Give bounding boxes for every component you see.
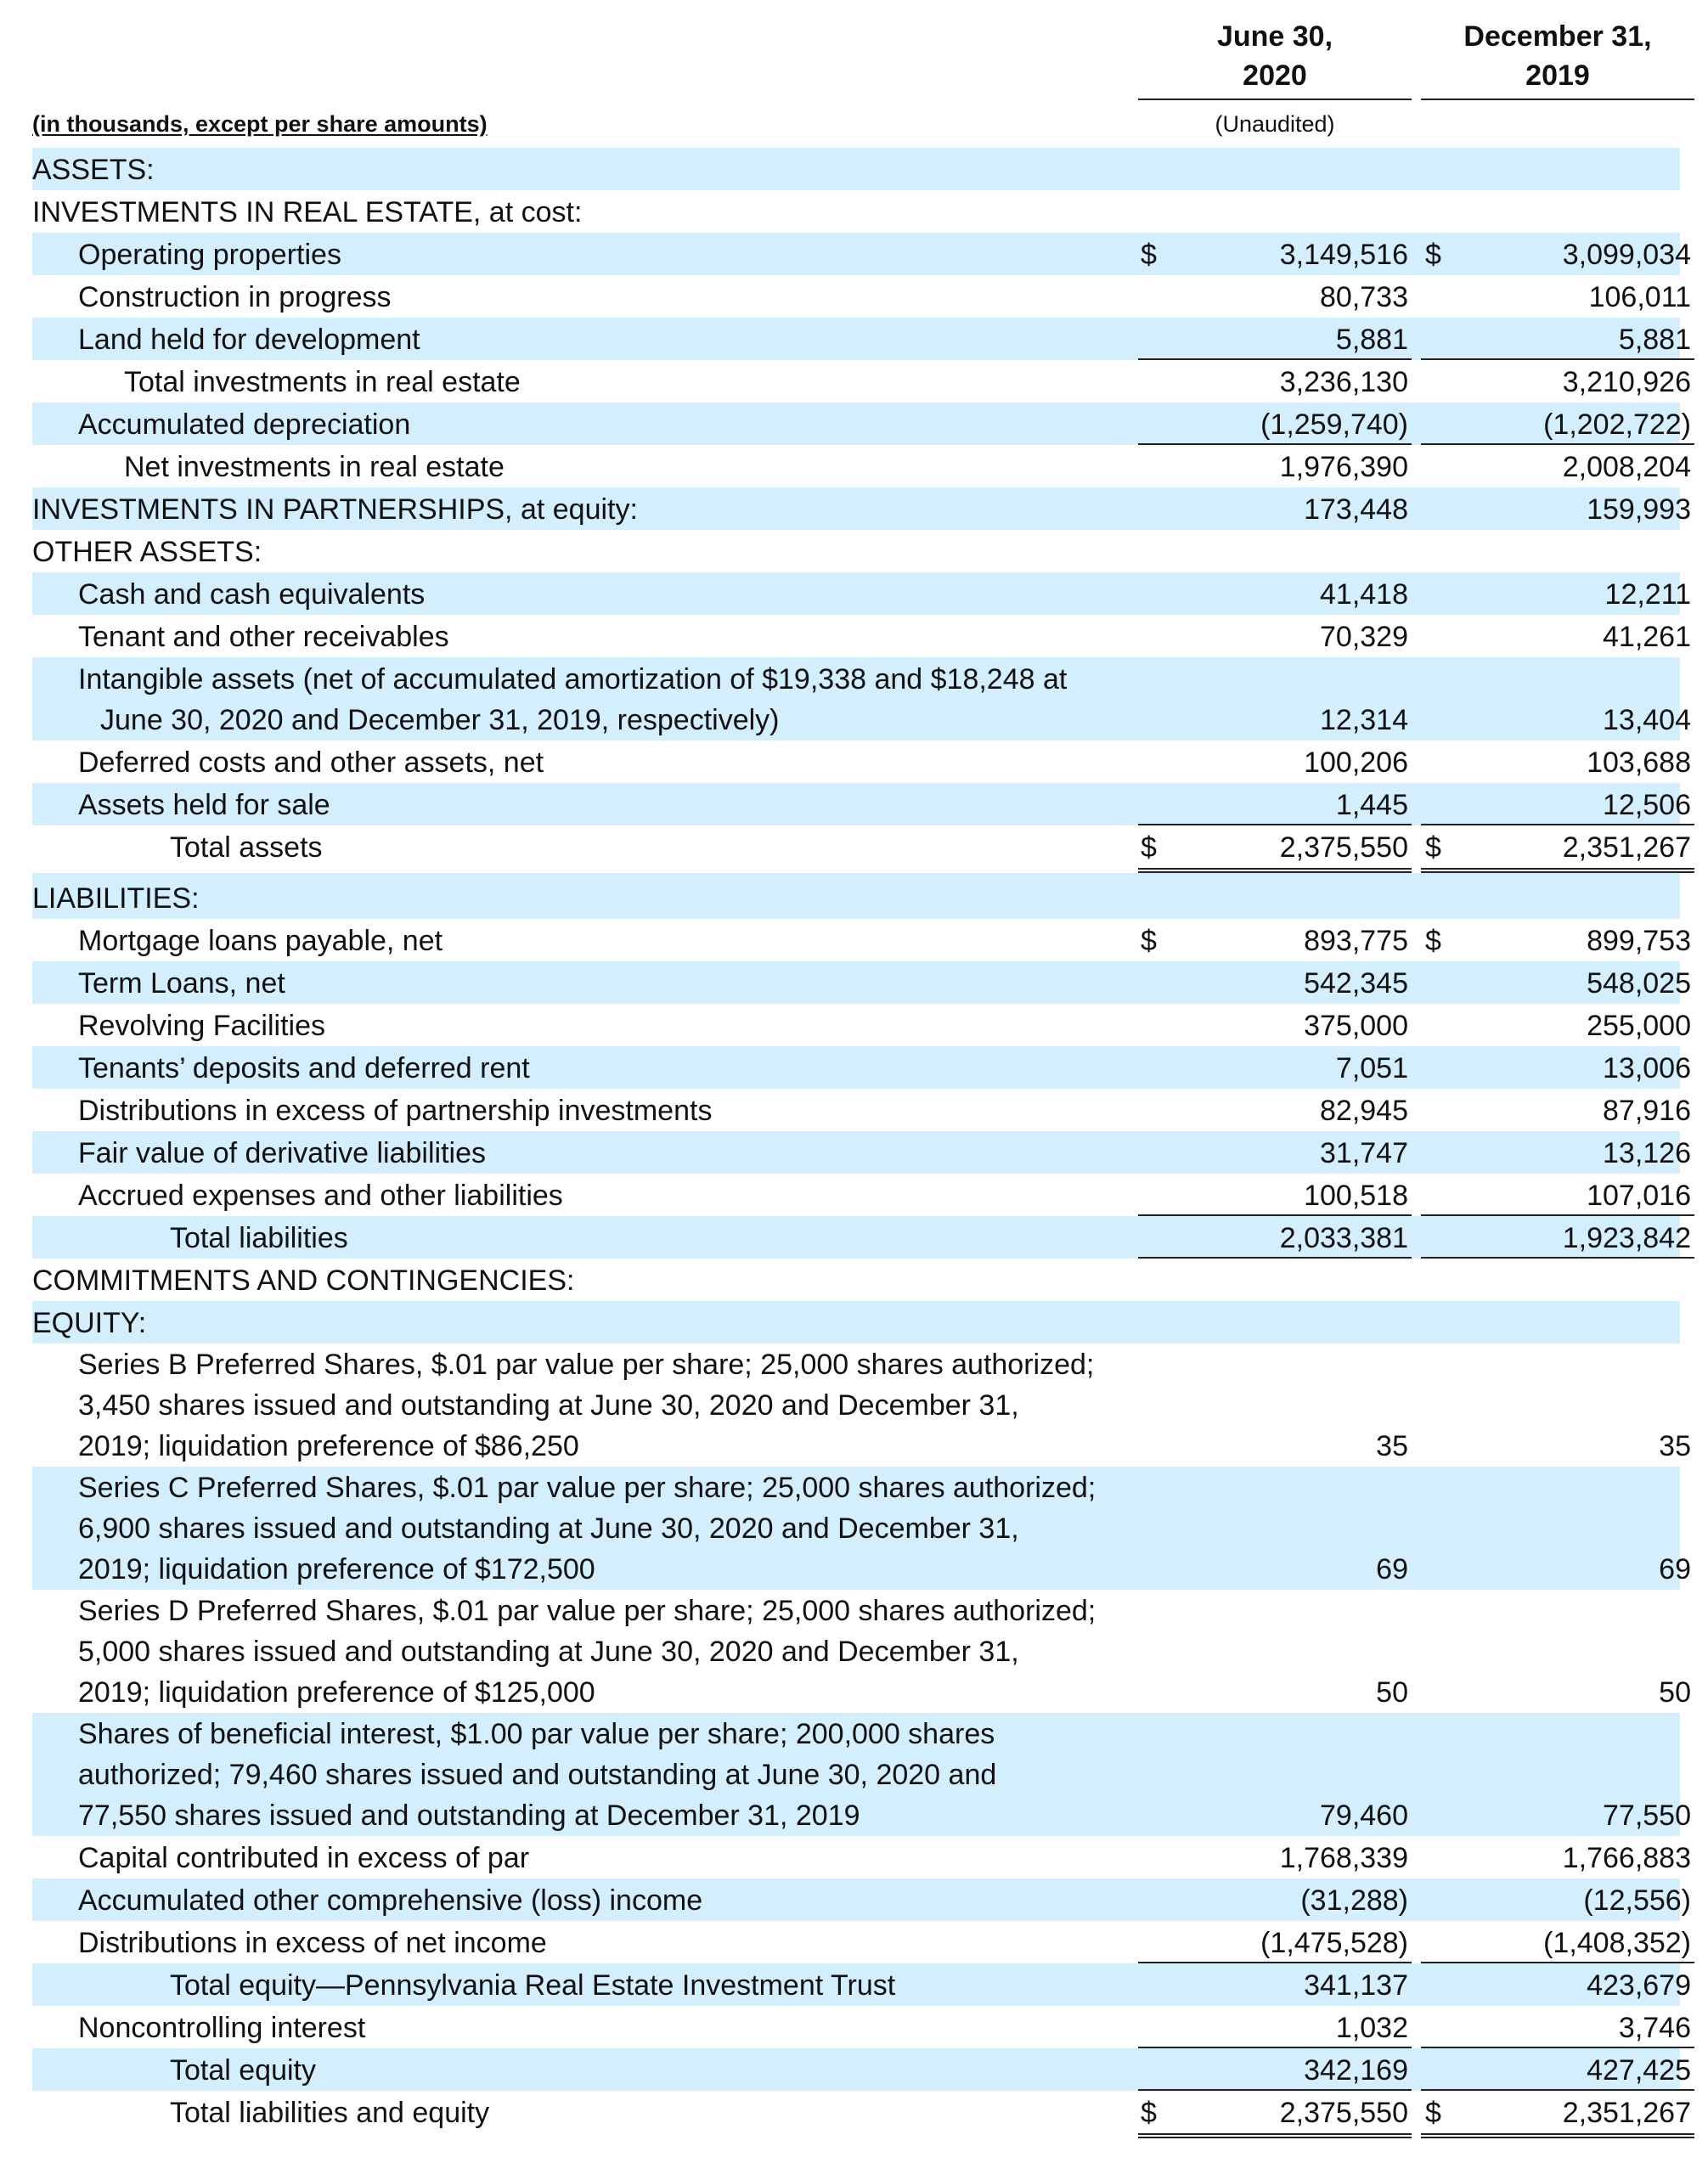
table-row [32, 1878, 1691, 1921]
row-label: Deferred costs and other assets, net [78, 746, 544, 779]
table-row [32, 1467, 1691, 1590]
row-label: OTHER ASSETS: [32, 536, 262, 568]
row-label: Noncontrolling interest [78, 2012, 366, 2044]
row-label: Operating properties [78, 239, 341, 271]
row-label: Total liabilities and equity [170, 2097, 490, 2129]
row-label: Total liabilities [170, 1222, 348, 1254]
table-row [32, 360, 1691, 403]
row-label: Series C Preferred Shares, $.01 par value per share; 25,000 shares authorized; 6,900 shares issued and outstanding at June 30, 2020 and December 31, 2019; liquidation preference of $172,500 [78, 1472, 1096, 1585]
table-row [32, 572, 1691, 615]
table-row [32, 873, 1680, 919]
row-label: Series B Preferred Shares, $.01 par value per share; 25,000 shares authorized; 3,450 shares issued and outstanding at June 30, 2020 and December 31, 2019; liquidation preference of $86,250 [78, 1349, 1095, 1462]
column-header-rule [1138, 99, 1412, 100]
row-label: Term Loans, net [78, 967, 285, 1000]
currency-symbol: $ [1425, 2097, 1441, 2129]
currency-symbol: $ [1141, 831, 1157, 864]
table-row [32, 1590, 1691, 1713]
amount-december-2019: 255,000 [1587, 1010, 1691, 1042]
amount-june-2020: 2,033,381 [1279, 1222, 1408, 1254]
amount-june-2020: 2,375,550 [1279, 831, 1408, 864]
amount-june-2020: 31,747 [1320, 1137, 1408, 1169]
amount-december-2019: 50 [1659, 1676, 1691, 1709]
amount-june-2020: 3,149,516 [1279, 239, 1408, 271]
amount-december-2019: 2,351,267 [1562, 2097, 1691, 2129]
amount-december-2019: 3,099,034 [1562, 239, 1691, 271]
table-row [32, 233, 1691, 275]
amount-december-2019: 2,008,204 [1562, 451, 1691, 483]
table-row [32, 1713, 1691, 1836]
table-row [32, 1259, 1680, 1301]
table-row [32, 1131, 1691, 1174]
currency-symbol: $ [1425, 925, 1441, 957]
row-label: Accrued expenses and other liabilities [78, 1180, 563, 1212]
amount-december-2019: 3,210,926 [1562, 366, 1691, 398]
row-label: ASSETS: [32, 154, 155, 186]
table-row [32, 403, 1691, 445]
row-label: Total assets [170, 831, 323, 864]
row-label: Intangible assets (net of accumulated amortization of $19,338 and $18,248 at June 30, 2020 and December 31, 2019, respectively) [78, 663, 1068, 736]
row-label: Total equity—Pennsylvania Real Estate Investment Trust [170, 1969, 896, 2002]
row-label: Revolving Facilities [78, 1010, 325, 1042]
row-label: Tenants’ deposits and deferred rent [78, 1052, 530, 1084]
currency-symbol: $ [1141, 2097, 1157, 2129]
table-row [32, 615, 1691, 657]
amount-december-2019: 12,506 [1603, 789, 1691, 821]
amount-december-2019: 13,404 [1603, 704, 1691, 736]
amount-june-2020: 542,345 [1304, 967, 1408, 1000]
amount-june-2020: 1,976,390 [1279, 451, 1408, 483]
amount-december-2019: (12,556) [1583, 1884, 1691, 1917]
currency-symbol: $ [1425, 831, 1441, 864]
row-label: Capital contributed in excess of par [78, 1842, 530, 1874]
amount-june-2020: 2,375,550 [1279, 2097, 1408, 2129]
table-row [32, 275, 1691, 318]
currency-symbol: $ [1141, 239, 1157, 271]
row-label: Accumulated other comprehensive (loss) income [78, 1884, 703, 1917]
amount-june-2020: 1,445 [1335, 789, 1408, 821]
table-row [32, 657, 1691, 741]
amount-december-2019: 69 [1659, 1553, 1691, 1585]
row-label: LIABILITIES: [32, 882, 200, 915]
amount-december-2019: 35 [1659, 1430, 1691, 1462]
column-header-line1: December 31, [1463, 20, 1652, 53]
amount-december-2019: 41,261 [1603, 621, 1691, 653]
double-underline-rule [1421, 2133, 1694, 2138]
row-label: Assets held for sale [78, 789, 330, 821]
table-row [32, 919, 1691, 961]
table-row [32, 1004, 1691, 1046]
table-row [32, 1046, 1691, 1089]
column-header-december-2019 [1421, 17, 1694, 95]
currency-symbol: $ [1425, 239, 1441, 271]
row-label: Land held for development [78, 324, 420, 356]
table-row [32, 1343, 1691, 1467]
amount-june-2020: 1,768,339 [1279, 1842, 1408, 1874]
row-label: Mortgage loans payable, net [78, 925, 443, 957]
table-row [32, 961, 1691, 1004]
amount-june-2020: 70,329 [1320, 621, 1408, 653]
amount-june-2020: (1,475,528) [1260, 1927, 1408, 1959]
amount-june-2020: 342,169 [1304, 2054, 1408, 2087]
row-label: INVESTMENTS IN REAL ESTATE, at cost: [32, 196, 583, 228]
amount-june-2020: 7,051 [1335, 1052, 1408, 1084]
table-row [32, 530, 1680, 572]
row-label: Total equity [170, 2054, 316, 2087]
amount-december-2019: 548,025 [1587, 967, 1691, 1000]
amount-december-2019: 107,016 [1587, 1180, 1691, 1212]
amount-december-2019: 427,425 [1587, 2054, 1691, 2087]
amount-june-2020: 79,460 [1320, 1799, 1408, 1832]
row-label: Shares of beneficial interest, $1.00 par value per share; 200,000 shares authorized; 79,460 shares issued and outstanding at June 30, 2020 and 77,550 shares issued and outstanding at December 31, 2019 [78, 1718, 997, 1832]
row-label: Tenant and other receivables [78, 621, 449, 653]
column-header-line2: 2019 [1525, 59, 1590, 92]
amount-december-2019: 1,923,842 [1562, 1222, 1691, 1254]
table-row [32, 318, 1691, 360]
row-label: Series D Preferred Shares, $.01 par value per share; 25,000 shares authorized; 5,000 shares issued and outstanding at June 30, 2020 and December 31, 2019; liquidation preference of $125,000 [78, 1595, 1096, 1709]
amount-june-2020: 3,236,130 [1279, 366, 1408, 398]
table-row [32, 1963, 1691, 2006]
amount-december-2019: 5,881 [1618, 324, 1691, 356]
amount-december-2019: (1,408,352) [1543, 1927, 1691, 1959]
row-label: EQUITY: [32, 1307, 147, 1339]
currency-symbol: $ [1141, 925, 1157, 957]
table-row [32, 190, 1680, 233]
amount-june-2020: 375,000 [1304, 1010, 1408, 1042]
amount-december-2019: 2,351,267 [1562, 831, 1691, 864]
table-row [32, 1089, 1691, 1131]
amount-june-2020: 893,775 [1304, 925, 1408, 957]
amount-june-2020: (31,288) [1300, 1884, 1408, 1917]
amount-june-2020: (1,259,740) [1260, 408, 1408, 441]
table-row [32, 2048, 1691, 2091]
table-row [32, 487, 1691, 530]
unaudited-note: (Unaudited) [1215, 111, 1335, 137]
table-row [32, 2091, 1691, 2138]
amount-june-2020: 82,945 [1320, 1095, 1408, 1127]
amount-june-2020: 50 [1376, 1676, 1408, 1709]
row-label: Net investments in real estate [124, 451, 505, 483]
table-row [32, 825, 1691, 873]
amount-june-2020: 173,448 [1304, 493, 1408, 526]
amount-december-2019: 1,766,883 [1562, 1842, 1691, 1874]
amount-june-2020: 100,518 [1304, 1180, 1408, 1212]
table-row [32, 2006, 1691, 2048]
row-label: Total investments in real estate [124, 366, 521, 398]
row-label: Fair value of derivative liabilities [78, 1137, 486, 1169]
row-label: Cash and cash equivalents [78, 578, 426, 611]
table-row [32, 783, 1691, 825]
amount-december-2019: 87,916 [1603, 1095, 1691, 1127]
amount-december-2019: 106,011 [1588, 281, 1691, 313]
amount-june-2020: 80,733 [1320, 281, 1408, 313]
column-header-line2: 2020 [1243, 59, 1307, 92]
line-items [32, 148, 1691, 2138]
amount-june-2020: 12,314 [1320, 704, 1408, 736]
amount-december-2019: 13,126 [1603, 1137, 1691, 1169]
table-row [32, 1216, 1691, 1259]
units-note: (in thousands, except per share amounts) [32, 111, 488, 137]
amount-december-2019: (1,202,722) [1543, 408, 1691, 441]
amount-june-2020: 5,881 [1335, 324, 1408, 356]
amount-december-2019: 899,753 [1587, 925, 1691, 957]
amount-june-2020: 1,032 [1335, 2012, 1408, 2044]
amount-june-2020: 69 [1376, 1553, 1408, 1585]
table-row [32, 1301, 1680, 1343]
table-row [32, 1174, 1691, 1216]
table-row [32, 1921, 1691, 1963]
amount-june-2020: 35 [1376, 1430, 1408, 1462]
amount-june-2020: 100,206 [1304, 746, 1408, 779]
double-underline-rule [1138, 2133, 1412, 2138]
row-label: INVESTMENTS IN PARTNERSHIPS, at equity: [32, 493, 638, 526]
table-row [32, 148, 1680, 190]
amount-december-2019: 103,688 [1587, 746, 1691, 779]
row-label: Accumulated depreciation [78, 408, 411, 441]
table-row [32, 445, 1691, 487]
row-label: COMMITMENTS AND CONTINGENCIES: [32, 1264, 575, 1297]
amount-december-2019: 423,679 [1587, 1969, 1691, 2002]
row-label: Construction in progress [78, 281, 392, 313]
table-row [32, 741, 1691, 783]
table-row [32, 1836, 1691, 1878]
row-label: Distributions in excess of net income [78, 1927, 547, 1959]
amount-december-2019: 159,993 [1587, 493, 1691, 526]
column-header-june-2020 [1138, 17, 1412, 95]
amount-december-2019: 13,006 [1603, 1052, 1691, 1084]
row-label: Distributions in excess of partnership investments [78, 1095, 713, 1127]
column-header-line1: June 30, [1216, 20, 1333, 53]
amount-december-2019: 77,550 [1603, 1799, 1691, 1832]
amount-december-2019: 12,211 [1604, 578, 1691, 611]
column-header-rule [1421, 99, 1694, 100]
amount-june-2020: 341,137 [1304, 1969, 1408, 2002]
amount-june-2020: 41,418 [1320, 578, 1408, 611]
amount-december-2019: 3,746 [1618, 2012, 1691, 2044]
